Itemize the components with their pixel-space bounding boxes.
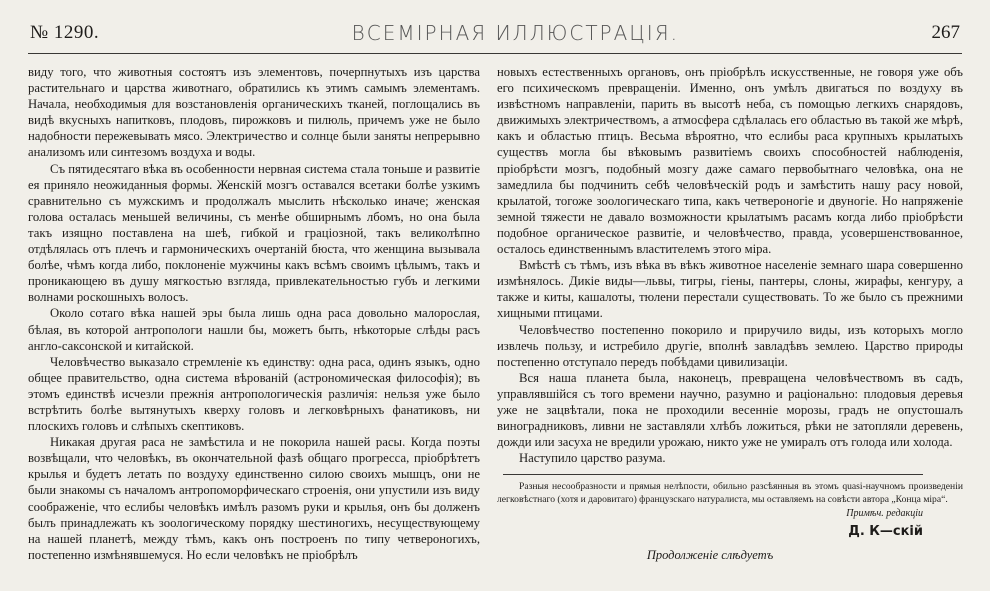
paragraph: Вмѣстѣ съ тѣмъ, изъ вѣка въ вѣкъ животное населеніе земнаго шара совершенно измѣнялось. Дикіе виды—львы, тигры, гіены, пантеры, слоны, жирафы, кенгуру, а также и киты, кашалоты, тюлени перестали существовать. То же было съ прежними хищными птицами. xyxy=(497,258,963,321)
paragraph: виду того, что животныя состоятъ изъ элементовъ, почерпнутыхъ изъ царства растительнаго и царства животнаго, обратились къ этимъ самымъ элементамъ. Начала, необходимыя для возстановленія органическихъ тканей, поглощались въ видѣ вкусныхъ напитковъ, плодовъ, пирожковъ и пилюль, причемъ уже не было надобности пережевывать мясо. Электричество и солнце были заняты непрерывно анализомъ или синтезомъ воздуха и воды. xyxy=(28,65,480,160)
right-column xyxy=(497,64,963,563)
paragraph: Человѣчество постепенно покорило и приручило виды, изъ которыхъ могло извлечь пользу, и истребило другіе, вполнѣ завладѣвъ землею. Царство природы постепенно отступало передъ побѣдами цивилизаціи. xyxy=(497,322,963,369)
journal-title: ВСЕМІРНАЯ ИЛЛЮСТРАЦІЯ. xyxy=(351,21,679,45)
paragraph: Никакая другая раса не замѣстила и не покорила нашей расы. Когда поэты возвѣщали, что человѣкъ, въ окончательной фазѣ общаго прогресса, пріобрѣтетъ крылья и будетъ летать по воздуху единственно силою своихъ мышцъ, они не были знакомы съ началомъ антропоморфическаго строенія, они упустили изъ виду соображеніе, что еслибы человѣкъ имѣлъ разомъ руки и крылья, онъ бы долженъ былъ принадлежать къ зоологическому порядку шестиногихъ, несуществующему на нашей планетѣ, между тѣмъ, какъ онъ построенъ по типу четвероногихъ, постепенно измѣнявшемуся. Но если человѣкъ не пріобрѣлъ xyxy=(28,435,480,562)
paragraph: Человѣчество выказало стремленіе къ единству: одна раса, одинъ языкъ, одно общее правительство, одна система вѣрованій (астрономическая философія); въ этомъ единствѣ исчезли прежнія антропологическія различія: нельзя уже было встрѣтить болѣе вытянутыхъ кверху головъ и легковѣрныхъ фанатиковъ, ни плоскихъ головъ и слѣпыхъ скептиковъ. xyxy=(28,354,480,434)
header-rule xyxy=(28,53,962,54)
page-number: 267 xyxy=(931,22,960,43)
footnote-sign: Примѣч. редакціи xyxy=(846,508,923,520)
author-signature: Д. К—скій xyxy=(848,524,923,540)
left-column xyxy=(28,64,480,563)
paragraph: Наступило царство разума. xyxy=(519,451,666,466)
footnote-rule xyxy=(503,474,923,475)
issue-number: № 1290. xyxy=(30,22,100,43)
paragraph: Съ пятидесятаго вѣка въ особенности нервная система стала тоньше и развитіе ея приняло неожиданныя формы. Женскій мозгъ оставался всетаки болѣе узкимъ сравнительно съ мужскимъ и продолжалъ мыслить нѣсколько иначе; женская голова осталась меньшей величины, съ менѣе обширнымъ лбомъ, но она была такъ изящно поставлена на шеѣ, гибкой и граціозной, такъ великолѣпно отдѣлялась отъ плечъ и гармоническихъ очертаній бюста, что женщина вызывала болѣе, чѣмъ когда либо, поклоненіе мужчины какъ всѣмъ своимъ цѣлымъ, такъ и проникающею въ душу мягкостью взгляда, привлекательностью губъ и легкими волнами роскошныхъ волосъ. xyxy=(28,161,480,305)
paragraph: новыхъ естественныхъ органовъ, онъ пріобрѣлъ искусственные, не говоря уже объ его психическомъ превращеніи. Именно, онъ умѣлъ двигаться по воздуху въ извѣстномъ направленіи, парить въ высотѣ неба, съ помощью легкихъ снарядовъ, движимыхъ электричествомъ, а атмосфера сдѣлалась его областью въ такой же мѣрѣ, какъ и областью птицъ. Весьма вѣроятно, что еслибы раса крупныхъ крылатыхъ существъ могла бы вѣковымъ развитіемъ своихъ способностей наблюденія, пріобрѣсти мозгъ, подобный мозгу даже самаго первобытнаго человѣка, она не замедлила бы подчинить себѣ человѣческій родъ и замѣстить нашу расу новой, крылатой, тогоже зоологическаго типа, какъ четвероногіе и двуногіе. Но напряженіе земной тяжести не давало возможности крылатымъ расамъ когда либо пріобрѣсти подобное органическое развитіе, и человѣчество, правда, усовершенствованное, осталось единственнымъ властителемъ этого міра. xyxy=(497,65,963,257)
footnote-text: Разныя несообразности и прямыя нелѣпости, обильно разсѣянныя въ этомъ quasi-научномъ произведеніи легковѣстнаго (хотя и даровитаго) французскаго натуралиста, мы оставляемъ на совѣсти автора „Конца міра“. xyxy=(497,481,963,505)
paragraph: Около сотаго вѣка нашей эры была лишь одна раса довольно малорослая, бѣлая, въ которой антропологи нашли бы, можетъ быть, нѣкоторые слѣды расъ англо-саксонской и китайской. xyxy=(28,306,480,353)
paragraph: Вся наша планета была, наконецъ, превращена человѣчествомъ въ садъ, управлявшійся съ того времени научно, разумно и раціонально: плодовыя деревья уже не зацвѣтали, пока не проходили весенніе морозы, градъ не опустошалъ виноградниковъ, ливни не заставляли хлѣбъ ложиться, рѣки не затопляли деревень, дожди или засуха не вредили урожаю, никто уже не умиралъ отъ голода или холода. xyxy=(497,370,963,450)
continued-note: Продолженіе слѣдуетъ xyxy=(646,547,774,562)
page-header xyxy=(30,18,960,48)
